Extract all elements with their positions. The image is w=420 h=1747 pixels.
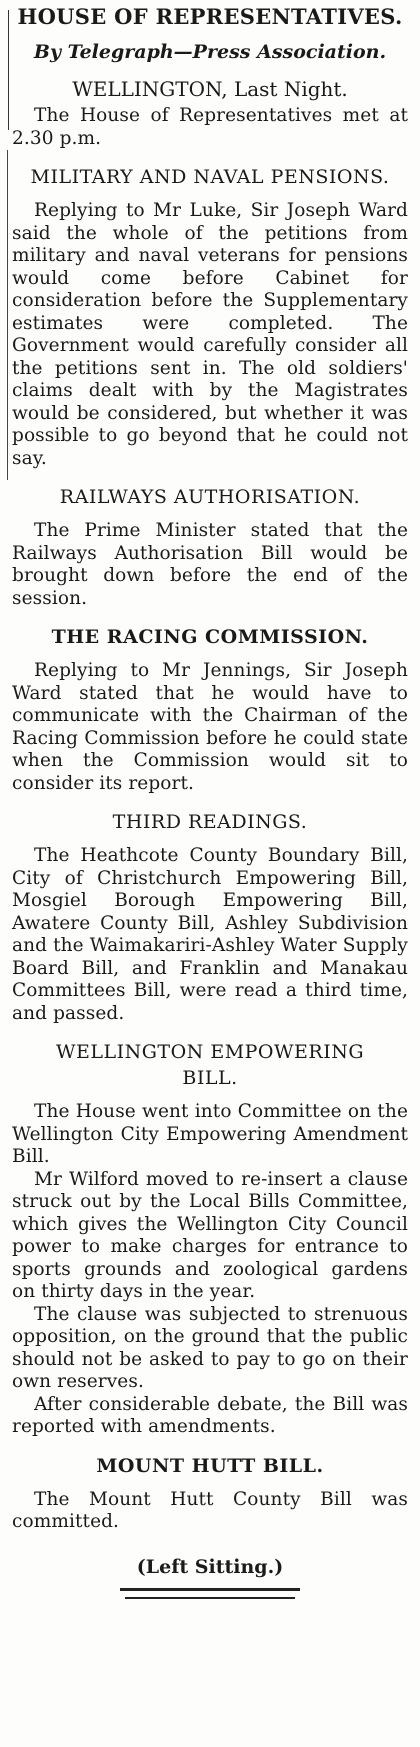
section-heading: RAILWAYS AUTHORISATION. xyxy=(59,486,361,508)
section-mount-hutt xyxy=(12,1453,408,1534)
section-heading: THE RACING COMMISSION. xyxy=(51,626,369,648)
section-paragraph: The House went into Committee on the Wellington City Empowering Amendment Bill. xyxy=(12,1101,408,1167)
article-column xyxy=(12,0,408,1602)
dateline: WELLINGTON, Last Night. xyxy=(72,77,348,101)
section-heading: WELLINGTON EMPOWERING BILL. xyxy=(55,1041,365,1089)
section-heading: MILITARY AND NAVAL PENSIONS. xyxy=(30,166,390,188)
section-paragraph: The Prime Minister stated that the Railways Authorisation Bill would be brought down before the end of the session. xyxy=(12,520,408,609)
section-paragraph: The Heathcote County Boundary Bill, City of Christchurch Empowering Bill, Mosgiel Borough Empowering Bill, Awatere County Bill, Ashley Subdivision and the Waimakariri-Ashley Water Supply Board Bill, and Franklin and Manakau Committees Bill, were read a third time, and passed. xyxy=(12,845,408,1024)
intro-paragraph: The House of Representatives met at 2.30 p.m. xyxy=(12,105,408,149)
column-rule xyxy=(7,150,8,480)
section-paragraph: The clause was subjected to strenuous opposition, on the ground that the public should not be asked to pay to go on their own reserves. xyxy=(12,1303,408,1392)
closing-note: (Left Sitting.) xyxy=(136,1555,284,1578)
section-paragraph: Replying to Mr Luke, Sir Joseph Ward said the whole of the petitions from military and naval veterans for pensions would come before Cabinet for consideration before the Supplementary estimates were completed. The Government would carefully consider all the petitions sent in. The old soldiers' claims dealt with by the Magistrates would be considered, but whether it was possible to go beyond that he could not say. xyxy=(12,200,408,469)
end-rule xyxy=(125,1597,295,1599)
section-third-readings xyxy=(12,809,408,1025)
section-railways xyxy=(12,484,408,610)
section-heading: THIRD READINGS. xyxy=(112,811,308,833)
section-racing xyxy=(12,624,408,795)
end-rule xyxy=(120,1588,300,1591)
section-pensions xyxy=(12,164,408,470)
masthead-title: HOUSE OF REPRESENTATIVES. xyxy=(17,4,403,29)
section-wellington-bill xyxy=(12,1039,408,1439)
section-paragraph: Mr Wilford moved to re-insert a clause struck out by the Local Bills Committee, which gives the Wellington City Council power to make charges for entrance to sports grounds and zoological gardens on thirty days in the year. xyxy=(12,1168,408,1302)
section-paragraph: After considerable debate, the Bill was reported with amendments. xyxy=(12,1393,408,1437)
column-rule xyxy=(8,10,9,130)
section-heading: MOUNT HUTT BILL. xyxy=(96,1454,324,1477)
section-paragraph: Replying to Mr Jennings, Sir Joseph Ward stated that he would have to communicate with the Chairman of the Racing Commission before he could state when the Commission would sit to consider its report. xyxy=(12,660,408,794)
byline: By Telegraph—Press Association. xyxy=(33,41,387,63)
section-paragraph: The Mount Hutt County Bill was committed. xyxy=(12,1488,408,1532)
